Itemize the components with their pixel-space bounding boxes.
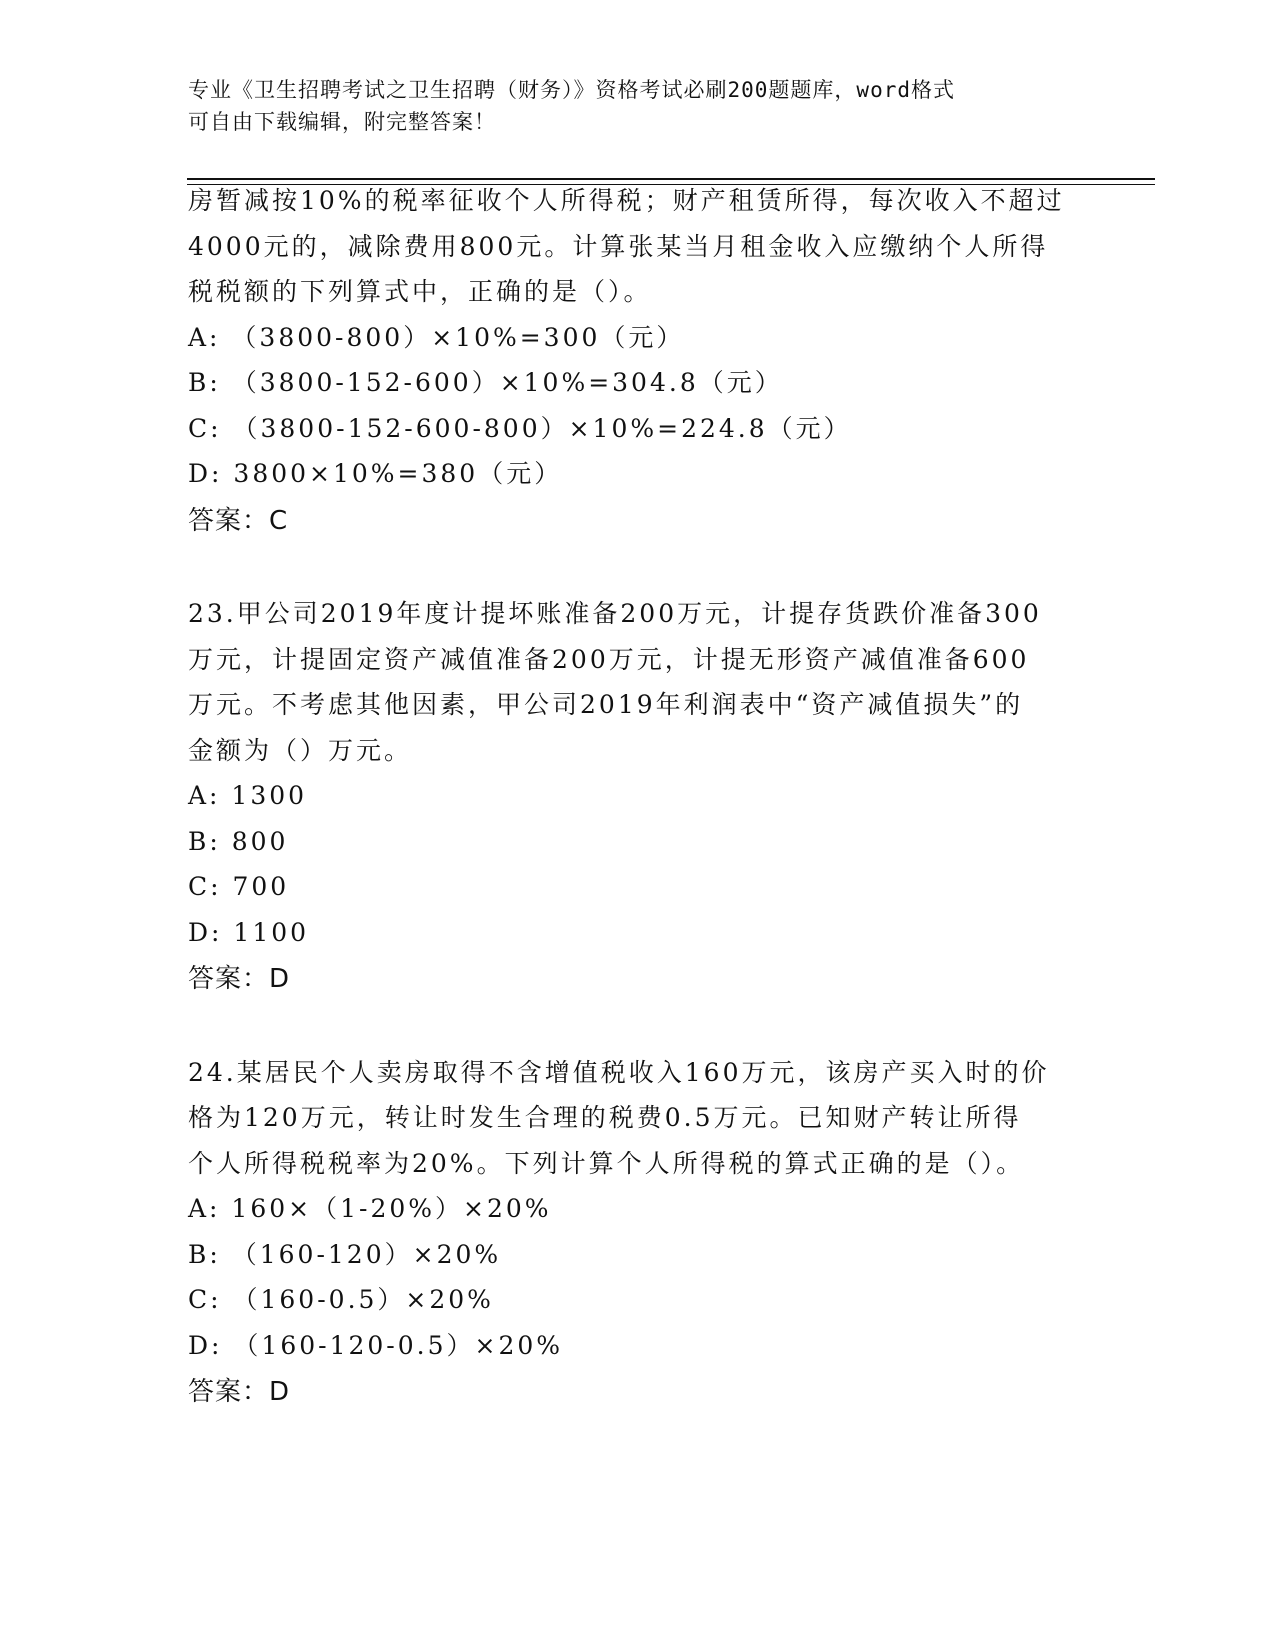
- question-text-line: 金额为（）万元。: [188, 735, 413, 765]
- header-line-1: 专业《卫生招聘考试之卫生招聘（财务）》资格考试必刷200题题库，word格式: [188, 78, 955, 102]
- question-text-line: 万元。不考虑其他因素，甲公司2019年利润表中“资产减值损失”的: [188, 690, 1024, 719]
- option-d: D: （160-120-0.5）×20%: [188, 1330, 564, 1360]
- option-b: B: （160-120）×20%: [188, 1239, 502, 1269]
- question-text-line: 格为120万元，转让时发生合理的税费0.5万元。已知财产转让所得: [188, 1103, 1022, 1132]
- question-text-line: 个人所得税税率为20%。下列计算个人所得税的算式正确的是（）。: [188, 1148, 1025, 1178]
- option-c: C: （160-0.5）×20%: [188, 1285, 494, 1314]
- question-spacer: [188, 544, 1088, 591]
- option-d: D: 3800×10%=380（元）: [188, 459, 563, 488]
- question-text-line: 24.某居民个人卖房取得不含增值税收入160万元，该房产买入时的价: [188, 1057, 1050, 1087]
- header-line-2: 可自由下载编辑，附完整答案！: [188, 110, 496, 134]
- question-text-line: 23.甲公司2019年度计提坏账准备200万元，计提存货跌价准备300: [188, 599, 1042, 628]
- question-list: [188, 178, 1088, 1416]
- question-text-line: 4000元的，减除费用800元。计算张某当月租金收入应缴纳个人所得: [188, 231, 1049, 261]
- option-a: A: 1300: [188, 781, 308, 810]
- document-header: [188, 74, 1068, 138]
- option-a: A: （3800-800）×10%=300（元）: [188, 322, 685, 352]
- option-b: B: （3800-152-600）×10%=304.8（元）: [188, 368, 783, 397]
- answer-label: 答案：D: [188, 964, 291, 994]
- question-text-line: 万元，计提固定资产减值准备200万元，计提无形资产减值准备600: [188, 644, 1030, 674]
- question-24: [188, 1050, 1088, 1416]
- answer-label: 答案：D: [188, 1377, 291, 1407]
- question-text-line: 房暂减按10%的税率征收个人所得税；财产租赁所得，每次收入不超过: [188, 186, 1065, 215]
- question-text-line: 税税额的下列算式中，正确的是（）。: [188, 277, 652, 306]
- option-d: D: 1100: [188, 917, 310, 947]
- answer-label: 答案：C: [188, 505, 289, 536]
- option-c: C: 700: [188, 872, 290, 901]
- option-a: A: 160×（1-20%）×20%: [188, 1194, 552, 1223]
- option-c: C: （3800-152-600-800）×10%=224.8（元）: [188, 413, 852, 443]
- question-23: [188, 591, 1088, 1003]
- question-spacer: [188, 1003, 1088, 1050]
- option-b: B: 800: [188, 826, 289, 856]
- question-22-continued: [188, 178, 1088, 544]
